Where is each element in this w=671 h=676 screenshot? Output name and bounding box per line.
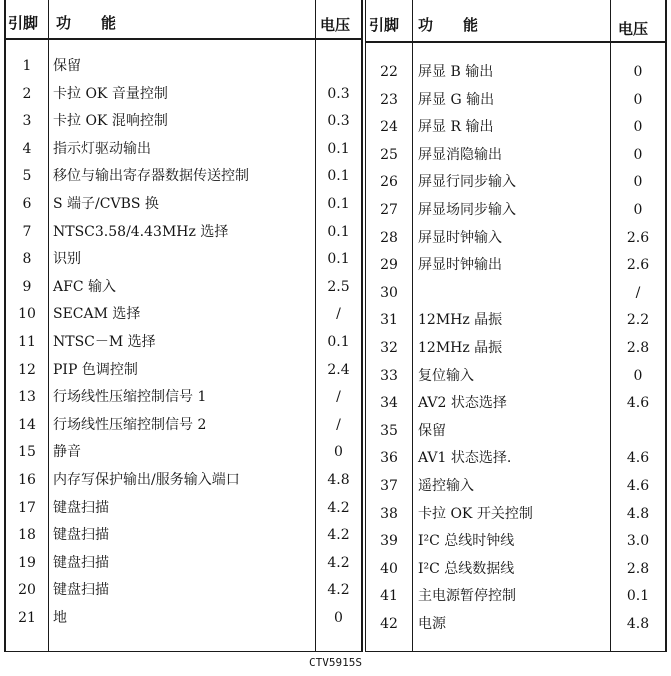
function-text: 屏显时钟输出 bbox=[418, 257, 502, 274]
function-text: 电源 bbox=[418, 616, 446, 632]
voltage-value: 2.5 bbox=[327, 278, 350, 295]
voltage-value: 4.2 bbox=[327, 499, 350, 516]
function-text: 键盘扫描 bbox=[53, 582, 109, 599]
voltage-value: 0.1 bbox=[327, 140, 350, 157]
pin-number: 5 bbox=[22, 168, 32, 185]
function-text: AFC 输入 bbox=[53, 278, 116, 295]
right-header-function: 功 能 bbox=[418, 16, 479, 34]
voltage-value: 4.6 bbox=[626, 450, 650, 467]
pin-number: 28 bbox=[380, 229, 398, 246]
function-text: 静音 bbox=[53, 444, 81, 461]
right-bottom-rule bbox=[365, 651, 667, 652]
voltage-value: 0.1 bbox=[327, 196, 350, 212]
voltage-value: 4.8 bbox=[327, 472, 350, 488]
pin-number: 19 bbox=[18, 554, 36, 571]
pin-number: 6 bbox=[22, 196, 32, 212]
function-text: 地 bbox=[53, 610, 67, 626]
pin-number: 21 bbox=[18, 610, 36, 626]
voltage-value: 0 bbox=[334, 444, 343, 461]
pin-number: 23 bbox=[380, 91, 398, 108]
pin-number: 2 bbox=[22, 85, 32, 102]
model-caption: CTV5915S bbox=[309, 656, 362, 669]
function-text: AV2 状态选择 bbox=[418, 395, 507, 412]
voltage-value: / bbox=[635, 284, 641, 301]
left-header-rule bbox=[4, 38, 362, 40]
function-text: 识别 bbox=[53, 251, 81, 268]
pin-number: 24 bbox=[380, 119, 398, 136]
voltage-value: 0.1 bbox=[327, 334, 350, 350]
function-text: 保留 bbox=[418, 422, 446, 439]
right-border bbox=[665, 0, 667, 652]
pin-number: 15 bbox=[18, 444, 36, 461]
voltage-value: 4.2 bbox=[327, 554, 350, 571]
voltage-value: 0 bbox=[633, 64, 643, 80]
voltage-value: 4.6 bbox=[626, 395, 650, 412]
voltage-value: 4.8 bbox=[626, 616, 650, 632]
left-header-function: 功 能 bbox=[56, 14, 117, 32]
voltage-value: / bbox=[336, 389, 341, 406]
pin-number: 29 bbox=[380, 257, 398, 274]
function-text: 键盘扫描 bbox=[53, 554, 109, 571]
voltage-value: 0 bbox=[633, 119, 643, 136]
pin-number: 30 bbox=[380, 284, 398, 301]
pin-number: 26 bbox=[380, 174, 398, 191]
function-text: 屏显场同步输入 bbox=[418, 202, 516, 218]
function-text: 卡拉 OK 开关控制 bbox=[418, 505, 533, 522]
pin-number: 40 bbox=[380, 560, 398, 577]
function-text: S 端子/CVBS 换 bbox=[53, 196, 159, 212]
function-text: 屏显行同步输入 bbox=[418, 174, 516, 191]
left-bottom-rule bbox=[4, 651, 362, 652]
function-text: 移位与输出寄存器数据传送控制 bbox=[53, 168, 249, 185]
pin-number: 42 bbox=[380, 616, 398, 632]
voltage-value: 2.4 bbox=[327, 361, 350, 378]
function-text: 屏显 R 输出 bbox=[418, 119, 494, 136]
function-text: 键盘扫描 bbox=[53, 499, 109, 516]
function-text: 行场线性压缩控制信号 2 bbox=[53, 416, 207, 433]
function-text: PIP 色调控制 bbox=[53, 361, 138, 378]
function-text: 内存写保护输出/服务输入端口 bbox=[53, 472, 240, 488]
function-text: I²C 总线时钟线 bbox=[418, 533, 515, 550]
pin-number: 1 bbox=[22, 58, 32, 74]
center-divider bbox=[361, 0, 363, 652]
voltage-value: 0.1 bbox=[626, 588, 650, 605]
function-text: 主电源暂停控制 bbox=[418, 588, 516, 605]
voltage-value: 0.3 bbox=[327, 113, 350, 130]
voltage-value: 0 bbox=[633, 146, 643, 163]
pin-number: 9 bbox=[22, 278, 32, 295]
pin-number: 27 bbox=[380, 202, 398, 218]
pin-number: 33 bbox=[380, 367, 398, 384]
pin-number: 13 bbox=[18, 389, 36, 406]
voltage-value: 2.8 bbox=[626, 560, 650, 577]
voltage-value: 0 bbox=[633, 367, 643, 384]
function-text: 屏显 G 输出 bbox=[418, 91, 495, 108]
voltage-value: 2.6 bbox=[626, 229, 650, 246]
voltage-value: 2.6 bbox=[626, 257, 650, 274]
left-header-voltage: 电压 bbox=[320, 16, 351, 34]
voltage-value: 4.2 bbox=[327, 582, 350, 599]
function-text: SECAM 选择 bbox=[53, 306, 141, 323]
pin-number: 8 bbox=[22, 251, 32, 268]
pin-number: 3 bbox=[22, 113, 32, 130]
voltage-value: 0.1 bbox=[327, 168, 350, 185]
pin-number: 35 bbox=[380, 422, 398, 439]
voltage-value: / bbox=[336, 416, 341, 433]
voltage-value: / bbox=[336, 306, 341, 323]
pin-number: 37 bbox=[380, 478, 398, 494]
function-text: I²C 总线数据线 bbox=[418, 560, 515, 577]
voltage-value: 4.2 bbox=[327, 527, 350, 544]
voltage-value: 2.8 bbox=[626, 340, 650, 356]
right-header-voltage: 电压 bbox=[618, 20, 649, 38]
function-text: 复位输入 bbox=[418, 367, 474, 384]
function-text: 卡拉 OK 混响控制 bbox=[53, 113, 168, 130]
pin-number: 16 bbox=[18, 472, 36, 488]
voltage-value: 0 bbox=[334, 610, 343, 626]
pin-number: 4 bbox=[22, 140, 32, 157]
pin-number: 14 bbox=[18, 416, 36, 433]
pin-number: 36 bbox=[380, 450, 398, 467]
function-text: 卡拉 OK 音量控制 bbox=[53, 85, 168, 102]
right-header-pin: 引脚 bbox=[369, 16, 400, 34]
pin-number: 11 bbox=[18, 334, 36, 350]
voltage-value: 0 bbox=[633, 174, 643, 191]
function-text: 指示灯驱动输出 bbox=[53, 140, 151, 157]
pin-number: 17 bbox=[18, 499, 36, 516]
voltage-value: 0.1 bbox=[327, 251, 350, 268]
pin-number: 10 bbox=[18, 306, 36, 323]
pin-number: 22 bbox=[380, 64, 398, 80]
function-text: 行场线性压缩控制信号 1 bbox=[53, 389, 207, 406]
center-divider-inner bbox=[365, 0, 366, 652]
function-text: 遥控输入 bbox=[418, 478, 474, 494]
pin-number: 34 bbox=[380, 395, 398, 412]
function-text: 屏显时钟输入 bbox=[418, 229, 502, 246]
pin-number: 7 bbox=[22, 223, 32, 240]
function-text: NTSC－M 选择 bbox=[53, 334, 156, 350]
voltage-value: 2.2 bbox=[626, 312, 650, 329]
voltage-value: 4.8 bbox=[626, 505, 650, 522]
pin-number: 32 bbox=[380, 340, 398, 356]
right-pin-divider bbox=[412, 0, 413, 652]
pin-number: 39 bbox=[380, 533, 398, 550]
pin-number: 12 bbox=[18, 361, 36, 378]
function-text: AV1 状态选择. bbox=[418, 450, 512, 467]
voltage-value: 0 bbox=[633, 91, 643, 108]
function-text: 保留 bbox=[53, 58, 81, 74]
voltage-value: 3.0 bbox=[626, 533, 650, 550]
function-text: 屏显 B 输出 bbox=[418, 64, 494, 80]
pin-number: 25 bbox=[380, 146, 398, 163]
voltage-value: 4.6 bbox=[626, 478, 650, 494]
pin-number: 41 bbox=[380, 588, 398, 605]
left-border bbox=[4, 0, 6, 652]
function-text: 12MHz 晶振 bbox=[418, 340, 503, 356]
voltage-value: 0 bbox=[633, 202, 643, 218]
pin-number: 38 bbox=[380, 505, 398, 522]
pin-number: 31 bbox=[380, 312, 398, 329]
left-header-pin: 引脚 bbox=[8, 14, 39, 32]
pin-number: 18 bbox=[18, 527, 36, 544]
function-text: 键盘扫描 bbox=[53, 527, 109, 544]
left-pin-divider bbox=[48, 0, 49, 652]
function-text: 屏显消隐输出 bbox=[418, 146, 502, 163]
right-header-rule bbox=[365, 41, 667, 43]
pin-number: 20 bbox=[18, 582, 36, 599]
voltage-value: 0.3 bbox=[327, 85, 350, 102]
function-text: 12MHz 晶振 bbox=[418, 312, 503, 329]
voltage-value: 0.1 bbox=[327, 223, 350, 240]
function-text: NTSC3.58/4.43MHz 选择 bbox=[53, 223, 229, 240]
